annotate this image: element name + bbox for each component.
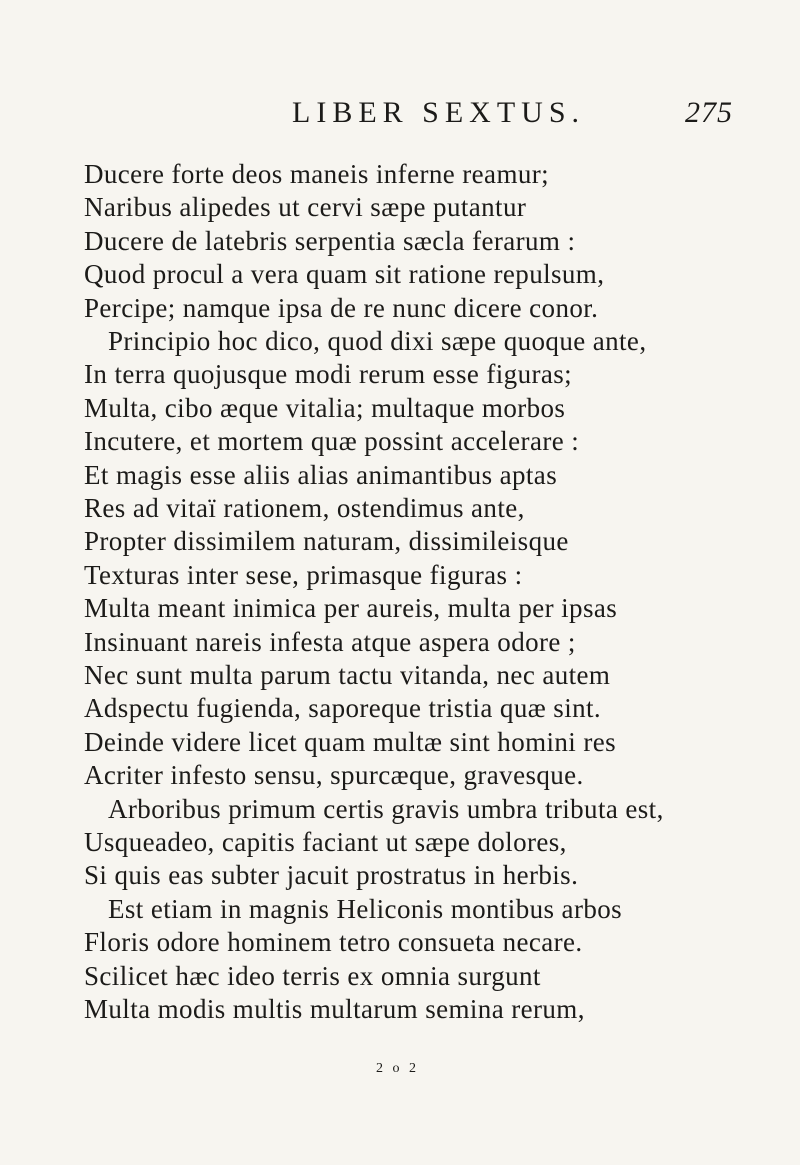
verse-line: Usqueadeo, capitis faciant ut sæpe dolores,	[84, 827, 567, 857]
running-head	[0, 96, 800, 136]
verse-line: Naribus alipedes ut cervi sæpe putantur	[84, 192, 527, 223]
verse-line: Principio hoc dico, quod dixi sæpe quoque ante,	[108, 326, 647, 356]
verse-line: Percipe; namque ipsa de re nunc dicere conor.	[84, 292, 599, 323]
verse-line: Si quis eas subter jacuit prostratus in herbis.	[84, 860, 579, 891]
verse-line: Arboribus primum certis gravis umbra tributa est,	[108, 793, 664, 824]
verse-line: Adspectu fugienda, saporeque tristia quæ sint.	[84, 693, 602, 724]
verse-line: Ducere forte deos maneis inferne reamur;	[84, 159, 550, 189]
verse-line: Texturas inter sese, primasque figuras :	[84, 559, 523, 590]
running-title: LIBER SEXTUS.	[292, 96, 586, 129]
verse-line: Scilicet hæc ideo terris ex omnia surgunt	[84, 960, 541, 991]
verse-line: Acriter infesto sensu, spurcæque, gravesque.	[84, 760, 584, 791]
page-number: 275	[685, 96, 733, 129]
verse-line: Ducere de latebris serpentia sæcla ferarum :	[84, 225, 576, 256]
verse-line: Et magis esse aliis alias animantibus aptas	[84, 459, 558, 490]
verse-line: In terra quojusque modi rerum esse figuras;	[84, 359, 573, 390]
verse-line: Propter dissimilem naturam, dissimileisque	[84, 526, 569, 557]
signature-mark: 2 o 2	[376, 1061, 419, 1076]
verse-line: Est etiam in magnis Heliconis montibus arbos	[108, 893, 623, 924]
verse-line: Incutere, et mortem quæ possint accelerare :	[84, 426, 580, 457]
verse-line: Deinde videre licet quam multæ sint homini res	[84, 726, 617, 757]
verse-line: Nec sunt multa parum tactu vitanda, nec autem	[84, 660, 611, 690]
verse-line: Insinuant nareis infesta atque aspera odore ;	[84, 626, 576, 657]
verse-line: Multa meant inimica per aureis, multa per ipsas	[84, 593, 618, 624]
verse-line: Multa, cibo æque vitalia; multaque morbos	[84, 392, 566, 423]
verse-line: Quod procul a vera quam sit ratione repulsum,	[84, 259, 605, 290]
verse-line: Res ad vitaï rationem, ostendimus ante,	[84, 493, 525, 523]
verse-line: Floris odore hominem tetro consueta necare.	[84, 927, 583, 958]
verse-line: Multa modis multis multarum semina rerum,	[84, 994, 585, 1024]
